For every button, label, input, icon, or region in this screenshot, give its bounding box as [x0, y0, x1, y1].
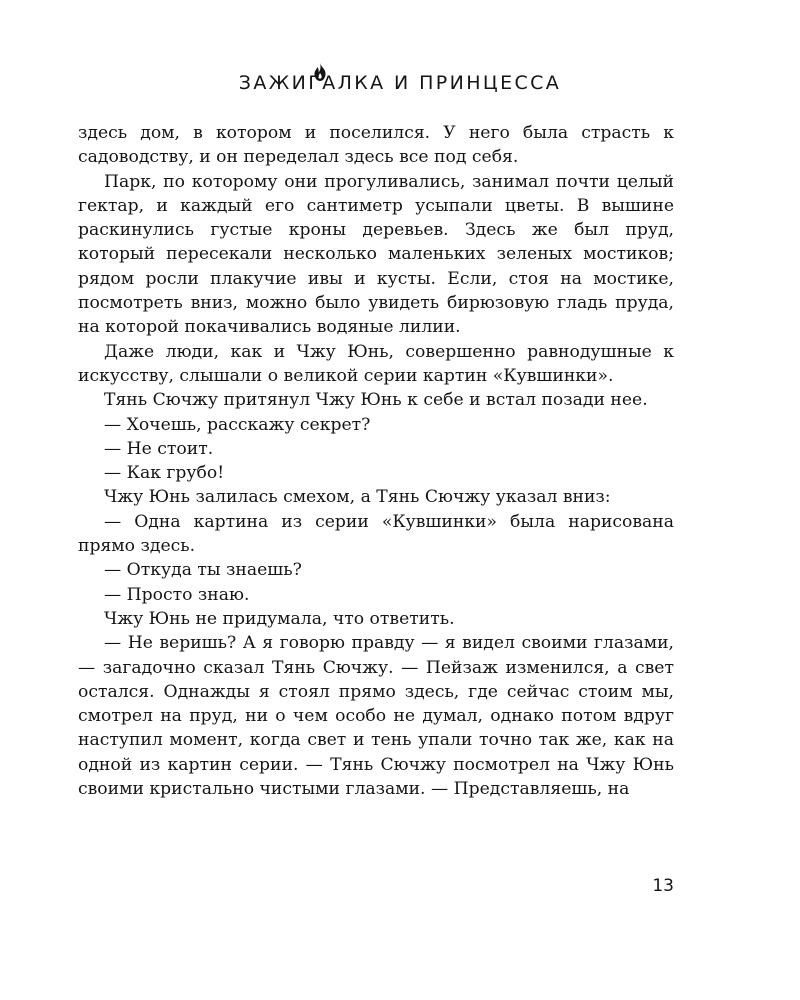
paragraph: Парк, по которому они прогуливались, занимал почти целый гектар, и каждый его сантиметр усыпали цветы. В вышине раскинулись густые кроны деревьев. Здесь же был пруд, который пересекали несколько маленьких зеленых мостиков; рядом росли плакучие ивы и кусты. Если, стоя на мостике, посмотреть вниз, можно было увидеть бирюзовую гладь пруда, на которой покачивались водяные лилии. — [78, 171, 674, 338]
dialogue-line: — Просто знаю. — [104, 584, 250, 605]
dialogue-line: — Откуда ты знаешь? — [104, 560, 302, 581]
paragraph: Тянь Сючжу притянул Чжу Юнь к себе и встал позади нее. — [104, 390, 648, 411]
dialogue-line: — Одна картина из серии «Кувшинки» была нарисована прямо здесь. — [78, 511, 674, 557]
paragraph: Чжу Юнь не придумала, что ответить. — [104, 608, 455, 629]
body-text — [78, 121, 674, 801]
dialogue-line: — Как грубо! — [104, 463, 225, 484]
paragraph: Даже люди, как и Чжу Юнь, совершенно равнодушные к искусству, слышали о великой серии картин «Кувшинки». — [78, 341, 674, 386]
running-header: ЗАЖИГАЛКА И ПРИНЦЕССА — [238, 72, 562, 94]
dialogue-line: — Хочешь, расскажу секрет? — [104, 414, 371, 435]
dialogue-line: — Не стоит. — [104, 438, 214, 459]
paragraph-continuation: здесь дом, в котором и поселился. У него была страсть к садоводству, и он переделал здесь все под себя. — [78, 123, 674, 168]
page-number: 13 — [652, 876, 674, 896]
dialogue-line: — Не веришь? А я говорю правду — я видел своими глазами, — загадочно сказал Тянь Сючжу. — Пейзаж изменился, а свет остался. Однажды я стоял прямо здесь, где сейчас стоим мы, смотрел на пруд, ни о чем особо не думал, однако потом вдруг наступил момент, когда свет и тень упали точно так же, как на одной из картин серии. — Тянь Сючжу посмотрел на Чжу Юнь своими кристально чистыми глазами. — Представляешь, на — [78, 633, 674, 800]
paragraph: Чжу Юнь залилась смехом, а Тянь Сючжу указал вниз: — [104, 487, 611, 508]
